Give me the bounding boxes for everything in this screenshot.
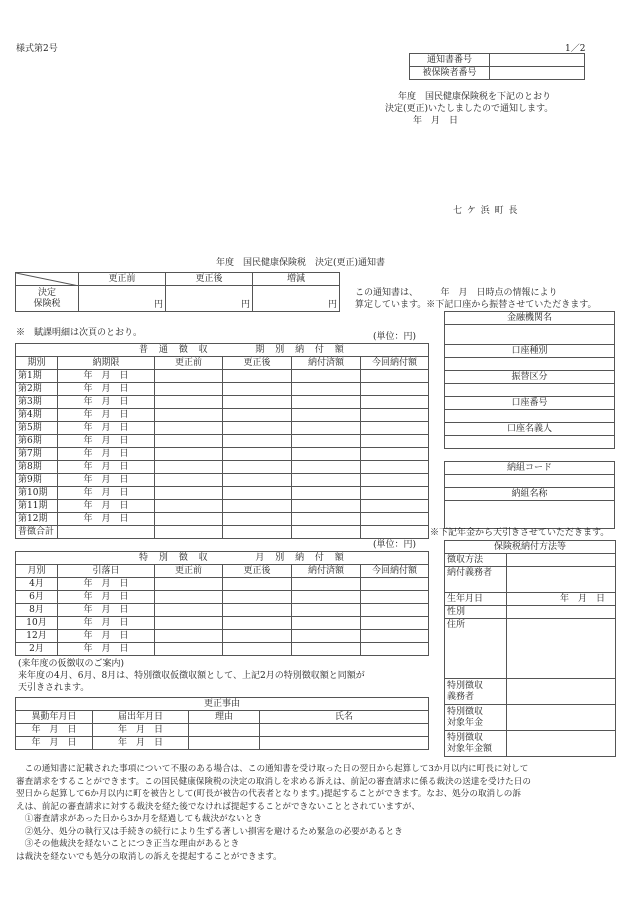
regular-after-amount[interactable] [223,370,292,383]
special-current-amount[interactable] [361,643,429,656]
regular-paid-amount[interactable] [292,422,361,435]
paid-header: 納付済額 [292,357,361,370]
insured-number-label: 被保険者番号 [410,67,490,80]
special-period-label: 4月 [16,578,58,591]
regular-period-label: 第6期 [16,435,58,448]
regular-title-row [16,344,429,357]
group-code-value-row [445,475,615,488]
account-type-value-row [445,358,615,371]
regular-after-amount[interactable] [223,487,292,500]
regular-total-label: 普徴合計 [16,526,58,539]
special-date[interactable]: 年 月 日 [58,630,155,643]
bank-name-value[interactable] [445,325,615,345]
account-number-label: 口座番号 [445,397,615,410]
appeal-notice [16,763,616,863]
bank-name-label-row [445,312,615,325]
group-name-value[interactable] [445,501,615,529]
regular-after-amount[interactable] [223,409,292,422]
gender-row [445,606,616,619]
insured-number-value[interactable] [490,67,585,80]
account-type-label-row [445,345,615,358]
after-correction-header: 更正後 [166,273,253,286]
regular-after-amount[interactable] [223,383,292,396]
regular-date[interactable]: 年 月 日 [58,500,155,513]
regular-title-right: 期 別 納 付 額 [255,345,348,355]
address-value[interactable] [507,619,616,679]
special-pension-label-1: 特別徴収 [447,706,484,717]
correction-title-row [16,698,429,711]
after-header: 更正後 [223,357,292,370]
regular-before-amount[interactable] [155,409,223,422]
special-row [16,630,429,643]
change-date-header: 異動年月日 [16,711,93,724]
special-date[interactable]: 年 月 日 [58,617,155,630]
special-paid-amount[interactable] [292,604,361,617]
page-title: 年度 国民健康保険税 決定(更正)通知書 [216,258,386,268]
regular-paid-amount[interactable] [292,474,361,487]
regular-current-amount[interactable] [361,474,429,487]
regular-current-amount[interactable] [361,461,429,474]
regular-before-amount[interactable] [155,474,223,487]
change-date[interactable]: 年 月 日 [16,737,93,750]
regular-row [16,383,429,396]
summary-data-row [16,286,340,312]
special-before-header: 更正前 [155,565,223,578]
special-header-row [16,565,429,578]
regular-total-before[interactable] [155,526,223,539]
regular-period-label: 第8期 [16,461,58,474]
regular-row [16,513,429,526]
regular-row [16,422,429,435]
filing-date[interactable]: 年 月 日 [93,724,189,737]
issuer-name: 七 ケ 浜 町 長 [453,206,519,216]
bank-name-label: 金融機関名 [445,312,615,325]
regular-before-amount[interactable] [155,500,223,513]
special-paid-amount[interactable] [292,643,361,656]
special-pension-amount-row [445,731,616,757]
regular-after-amount[interactable] [223,448,292,461]
regular-period-label: 第10期 [16,487,58,500]
group-name-label: 納組名称 [445,488,615,501]
special-period-label: 6月 [16,591,58,604]
special-row [16,617,429,630]
special-paid-amount[interactable] [292,591,361,604]
special-after-amount[interactable] [223,578,292,591]
page-indicator: 1／2 [565,44,586,54]
form-number: 様式第2号 [16,44,58,54]
special-paid-amount[interactable] [292,578,361,591]
regular-period-label: 第7期 [16,448,58,461]
special-pension-row [445,705,616,731]
determined-tax-label [16,286,79,312]
regular-total-paid[interactable] [292,526,361,539]
special-before-amount[interactable] [155,604,223,617]
bank-account-panel [444,311,615,449]
regular-before-amount[interactable] [155,422,223,435]
regular-after-amount[interactable] [223,396,292,409]
special-obligor-label [445,679,507,705]
taxpayer-label: 納付義務者 [445,567,507,593]
regular-period-label: 第4期 [16,409,58,422]
regular-row [16,370,429,383]
reason-value[interactable] [189,724,260,737]
correction-title: 更正事由 [16,698,429,711]
regular-after-amount[interactable] [223,435,292,448]
regular-current-amount[interactable] [361,409,429,422]
account-number-label-row [445,397,615,410]
intro-line-1: 年度 国民健康保険税を下記のとおり [398,92,552,102]
regular-paid-amount[interactable] [292,513,361,526]
regular-after-amount[interactable] [223,474,292,487]
special-pension-value[interactable] [507,705,616,731]
regular-date[interactable]: 年 月 日 [58,474,155,487]
regular-row [16,461,429,474]
regular-period-label: 第1期 [16,370,58,383]
special-current-amount[interactable] [361,604,429,617]
pension-note: ※下記年金から天引きさせていただきます。 [430,528,610,538]
regular-after-amount[interactable] [223,500,292,513]
regular-paid-amount[interactable] [292,435,361,448]
special-pension-label [445,705,507,731]
before-amount[interactable]: 円 [79,286,166,312]
name-value[interactable] [260,724,429,737]
correction-row [16,724,429,737]
special-before-amount[interactable] [155,591,223,604]
regular-date[interactable]: 年 月 日 [58,422,155,435]
special-after-amount[interactable] [223,630,292,643]
intro-line-2: 決定(更正)いたしましたので通知します。 [385,104,554,114]
regular-paid-amount[interactable] [292,461,361,474]
appeal-notice-line: 審査請求をすることができます。この国民健康保険税の決定の取消しを求める訴えは、前記の審査請求に係る裁決の送達を受けた日の [16,776,531,787]
after-amount[interactable]: 円 [166,286,253,312]
correction-row [16,737,429,750]
bank-name-value-row [445,325,615,345]
name-header: 氏名 [260,711,429,724]
special-after-amount[interactable] [223,617,292,630]
regular-before-amount[interactable] [155,396,223,409]
regular-rows [16,370,429,526]
special-row [16,604,429,617]
regular-before-amount[interactable] [155,435,223,448]
regular-before-amount[interactable] [155,487,223,500]
address-row [445,619,616,679]
regular-title-left: 普 通 徴 収 [139,345,212,355]
special-date[interactable]: 年 月 日 [58,578,155,591]
period-header: 期別 [16,357,58,370]
special-period-label: 10月 [16,617,58,630]
difference-header: 増減 [253,273,340,286]
regular-date[interactable]: 年 月 日 [58,383,155,396]
appeal-notice-line: えは、前記の審査請求に対する裁決を経た後でなければ提起することができないこととされていますが、 [16,801,420,812]
diagonal-line-icon [16,273,79,286]
regular-current-amount[interactable] [361,513,429,526]
special-date[interactable]: 年 月 日 [58,643,155,656]
address-label: 住所 [445,619,507,679]
transfer-type-label: 振替区分 [445,371,615,384]
regular-paid-amount[interactable] [292,383,361,396]
regular-date[interactable]: 年 月 日 [58,448,155,461]
regular-date[interactable]: 年 月 日 [58,435,155,448]
special-before-amount[interactable] [155,617,223,630]
name-value[interactable] [260,737,429,750]
special-period-label: 12月 [16,630,58,643]
transfer-type-value-row [445,384,615,397]
special-obligor-label-1: 特別徴収 [447,680,484,691]
account-holder-value[interactable] [445,436,615,449]
notice-number-value[interactable] [490,54,585,67]
collection-method-row [445,554,616,567]
special-row [16,591,429,604]
special-before-amount[interactable] [155,630,223,643]
due-date-header: 納期限 [58,357,155,370]
special-after-amount[interactable] [223,604,292,617]
regular-row [16,396,429,409]
regular-current-amount[interactable] [361,435,429,448]
payment-panel-title: 保険税納付方法等 [445,541,616,554]
special-paid-amount[interactable] [292,630,361,643]
special-paid-amount[interactable] [292,617,361,630]
detail-note: ※ 賦課明細は次頁のとおり。 [16,328,143,338]
special-pension-amount-value[interactable] [507,731,616,757]
group-name-label-row [445,488,615,501]
regular-paid-amount[interactable] [292,409,361,422]
regular-before-amount[interactable] [155,461,223,474]
transfer-type-value[interactable] [445,384,615,397]
special-rows [16,578,429,656]
tax-group-panel [444,461,615,529]
next-year-heading: (来年度の仮徴収のご案内) [18,659,125,669]
regular-paid-amount[interactable] [292,370,361,383]
regular-before-amount[interactable] [155,448,223,461]
regular-header-row [16,357,429,370]
appeal-notice-line: は裁決を経ないでも処分の取消しの訴えを提起することができます。 [16,851,282,862]
summary-table [15,272,340,312]
regular-current-amount[interactable] [361,487,429,500]
special-date[interactable]: 年 月 日 [58,604,155,617]
id-table [409,53,585,80]
account-number-value-row [445,410,615,423]
account-holder-label-row [445,423,615,436]
special-collection-table [15,551,429,656]
birthdate-value[interactable]: 年 月 日 [507,593,616,606]
regular-paid-amount[interactable] [292,448,361,461]
special-obligor-label-2: 義務者 [447,691,475,702]
filing-date[interactable]: 年 月 日 [93,737,189,750]
regular-row [16,474,429,487]
special-after-header: 更正後 [223,565,292,578]
insured-number-row [410,67,585,80]
regular-current-amount[interactable] [361,383,429,396]
info-note-line-1: この通知書は、 年 月 日時点の情報により [355,288,558,298]
special-after-amount[interactable] [223,643,292,656]
before-correction-header: 更正前 [79,273,166,286]
diagonal-header-cell [16,273,79,286]
special-paid-header: 納付済額 [292,565,361,578]
difference-amount[interactable]: 円 [253,286,340,312]
unit-label-regular: (単位：円) [373,332,417,342]
regular-before-amount[interactable] [155,513,223,526]
special-table-title [16,552,429,565]
regular-after-amount[interactable] [223,513,292,526]
special-before-amount[interactable] [155,643,223,656]
collection-method-value[interactable] [507,554,616,567]
determined-tax-label-line2: 保険税 [33,298,61,309]
appeal-notice-line: ③その他裁決を経ないことにつき正当な理由があるとき [16,839,240,849]
regular-total-current[interactable] [361,526,429,539]
special-current-amount[interactable] [361,578,429,591]
special-title-left: 特 別 徴 収 [139,553,212,563]
regular-current-amount[interactable] [361,422,429,435]
account-number-value[interactable] [445,410,615,423]
regular-date[interactable]: 年 月 日 [58,370,155,383]
special-before-amount[interactable] [155,578,223,591]
regular-period-label: 第12期 [16,513,58,526]
next-year-line-1: 来年度の4月、6月、8月は、特別徴収仮徴収額として、上記2月の特別徴収額と同額が [18,671,365,681]
reason-header: 理由 [189,711,260,724]
regular-current-amount[interactable] [361,500,429,513]
before-header: 更正前 [155,357,223,370]
regular-row [16,448,429,461]
regular-period-label: 第9期 [16,474,58,487]
special-pension-amount-label [445,731,507,757]
special-current-header: 今回納付額 [361,565,429,578]
appeal-notice-line: ②処分、処分の執行又は手続きの続行により生ずる著しい損害を避けるため緊急の必要があるとき [16,826,403,837]
transfer-type-label-row [445,371,615,384]
next-year-line-2: 天引きされます。 [18,683,90,693]
special-obligor-row [445,679,616,705]
regular-row [16,487,429,500]
regular-date[interactable]: 年 月 日 [58,487,155,500]
special-current-amount[interactable] [361,591,429,604]
filing-date-header: 届出年月日 [93,711,189,724]
month-header: 月別 [16,565,58,578]
special-current-amount[interactable] [361,630,429,643]
group-code-value[interactable] [445,475,615,488]
gender-label: 性別 [445,606,507,619]
group-code-label: 納組コード [445,462,615,475]
special-title-row [16,552,429,565]
regular-period-label: 第3期 [16,396,58,409]
regular-before-amount[interactable] [155,383,223,396]
determined-tax-label-line1: 決定 [37,287,56,298]
special-pension-label-2: 対象年金 [447,717,484,728]
regular-date[interactable]: 年 月 日 [58,461,155,474]
notice-number-row [410,54,585,67]
change-date[interactable]: 年 月 日 [16,724,93,737]
birthdate-label: 生年月日 [445,593,507,606]
special-obligor-value[interactable] [507,679,616,705]
account-type-label: 口座種別 [445,345,615,358]
group-name-value-row [445,501,615,529]
special-title-right: 月 別 納 付 額 [255,553,348,563]
special-current-amount[interactable] [361,617,429,630]
regular-row [16,435,429,448]
special-after-amount[interactable] [223,591,292,604]
birthdate-row [445,593,616,606]
regular-date[interactable]: 年 月 日 [58,513,155,526]
regular-total-after[interactable] [223,526,292,539]
summary-header-row [16,273,340,286]
special-pension-amount-label-1: 特別徴収 [447,732,484,743]
account-holder-label: 口座名義人 [445,423,615,436]
special-row [16,578,429,591]
payment-method-panel [444,540,616,757]
current-payment-header: 今回納付額 [361,357,429,370]
special-period-label: 2月 [16,643,58,656]
regular-collection-table [15,343,429,539]
notice-number-label: 通知書番号 [410,54,490,67]
regular-paid-amount[interactable] [292,396,361,409]
regular-row [16,409,429,422]
payment-title-row [445,541,616,554]
regular-total-row [16,526,429,539]
taxpayer-value[interactable] [507,567,616,593]
special-period-label: 8月 [16,604,58,617]
info-note-line-2: 算定しています。※下記口座から振替させていただきます。 [355,300,597,310]
regular-period-label: 第5期 [16,422,58,435]
account-type-value[interactable] [445,358,615,371]
special-pension-amount-label-2: 対象年金額 [447,743,493,754]
withdrawal-date-header: 引落日 [58,565,155,578]
regular-paid-amount[interactable] [292,487,361,500]
unit-label-special: (単位：円) [373,540,417,550]
appeal-notice-line: 翌日から起算して6か月以内に町を被告として(町長が被告の代表者となります。)提起することができます。なお、処分の取消しの訴 [16,789,521,799]
gender-value[interactable] [507,606,616,619]
correction-header-row [16,711,429,724]
regular-period-label: 第2期 [16,383,58,396]
regular-paid-amount[interactable] [292,500,361,513]
regular-current-amount[interactable] [361,396,429,409]
regular-row [16,500,429,513]
account-holder-value-row [445,436,615,449]
appeal-notice-line: この通知書に記載された事項について不服のある場合は、この通知書を受け取った日の翌日から起算して3か月以内に町長に対して [16,764,529,774]
regular-before-amount[interactable] [155,370,223,383]
group-code-label-row [445,462,615,475]
special-row [16,643,429,656]
regular-after-amount[interactable] [223,461,292,474]
taxpayer-row [445,567,616,593]
regular-date[interactable]: 年 月 日 [58,409,155,422]
regular-total-date [58,526,155,539]
regular-current-amount[interactable] [361,370,429,383]
reason-value[interactable] [189,737,260,750]
issue-date: 年 月 日 [413,116,459,126]
appeal-notice-line: ①審査請求があった日から3か月を経過しても裁決がないとき [16,814,263,824]
regular-current-amount[interactable] [361,448,429,461]
collection-method-label: 徴収方法 [445,554,507,567]
special-date[interactable]: 年 月 日 [58,591,155,604]
correction-reason-table [15,697,429,750]
regular-date[interactable]: 年 月 日 [58,396,155,409]
regular-period-label: 第11期 [16,500,58,513]
regular-table-title [16,344,429,357]
regular-after-amount[interactable] [223,422,292,435]
